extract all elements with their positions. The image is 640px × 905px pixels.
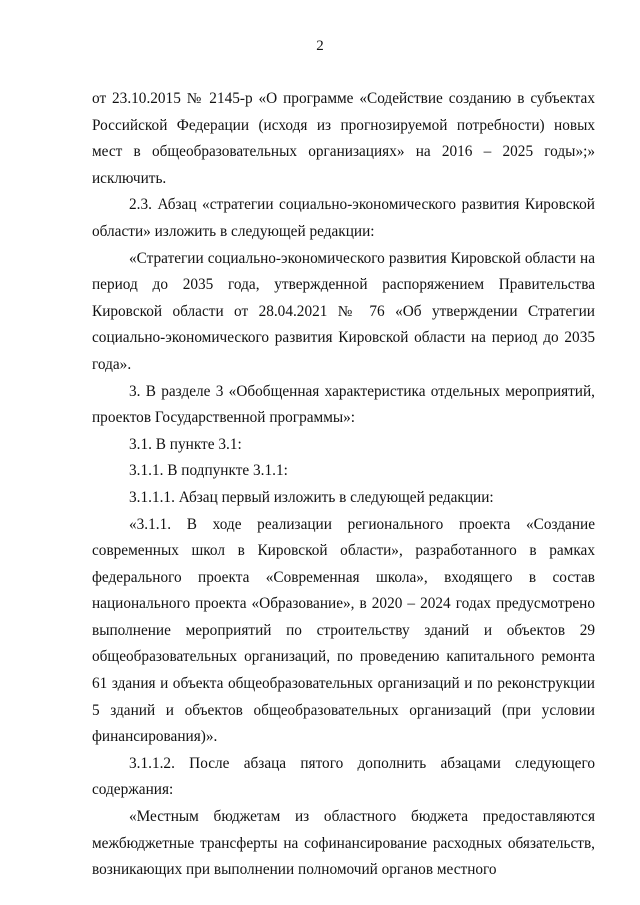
paragraph-10: «Местным бюджетам из областного бюджета предоставляются межбюджетные трансферты на софинансирование расходных обязательств, возникающих при выполнении полномочий органов местного bbox=[92, 808, 595, 879]
paragraph-3: «Стратегии социально-экономического развития Кировской области на период до 2035 года, утвержденной распоряжением Правительства Кировской области от 28.04.2021 № 76 «Об утверждении Стратегии социально-экономического развития Кировской области на период до 2035 года». bbox=[92, 249, 595, 373]
paragraph-4: 3. В разделе 3 «Обобщенная характеристика отдельных мероприятий, проектов Государственной программы»: bbox=[92, 382, 595, 427]
paragraph-7: 3.1.1.1. Абзац первый изложить в следующей редакции: bbox=[129, 488, 494, 506]
paragraph-6: 3.1.1. В подпункте 3.1.1: bbox=[129, 462, 288, 480]
paragraph-1: от 23.10.2015 № 2145-р «О программе «Содействие созданию в субъектах Российской Федерации (исходя из прогнозируемой потребности) новых мест в общеобразовательных организациях» на 2016 – 2025 годы»;» исключить. bbox=[92, 90, 595, 187]
paragraph-8: «3.1.1. В ходе реализации регионального проекта «Создание современных школ в Кировской области», разработанного в рамках федерального проекта «Современная школа», входящего в состав национального проекта «Образование», в 2020 – 2024 годах предусмотрено выполнение мероприятий по строительству зданий и объектов 29 общеобразовательных организаций, по проведению капитального ремонта 61 здания и объекта общеобразовательных организаций и по реконструкции 5 зданий и объектов общеобразовательных организаций (при условии финансирования)». bbox=[92, 515, 595, 746]
paragraph-5: 3.1. В пункте 3.1: bbox=[129, 435, 242, 453]
paragraph-9: 3.1.1.2. После абзаца пятого дополнить абзацами следующего содержания: bbox=[92, 754, 595, 799]
paragraph-2: 2.3. Абзац «стратегии социально-экономического развития Кировской области» изложить в следующей редакции: bbox=[92, 196, 595, 240]
page-number: 2 bbox=[316, 38, 324, 54]
document-body bbox=[92, 86, 595, 884]
